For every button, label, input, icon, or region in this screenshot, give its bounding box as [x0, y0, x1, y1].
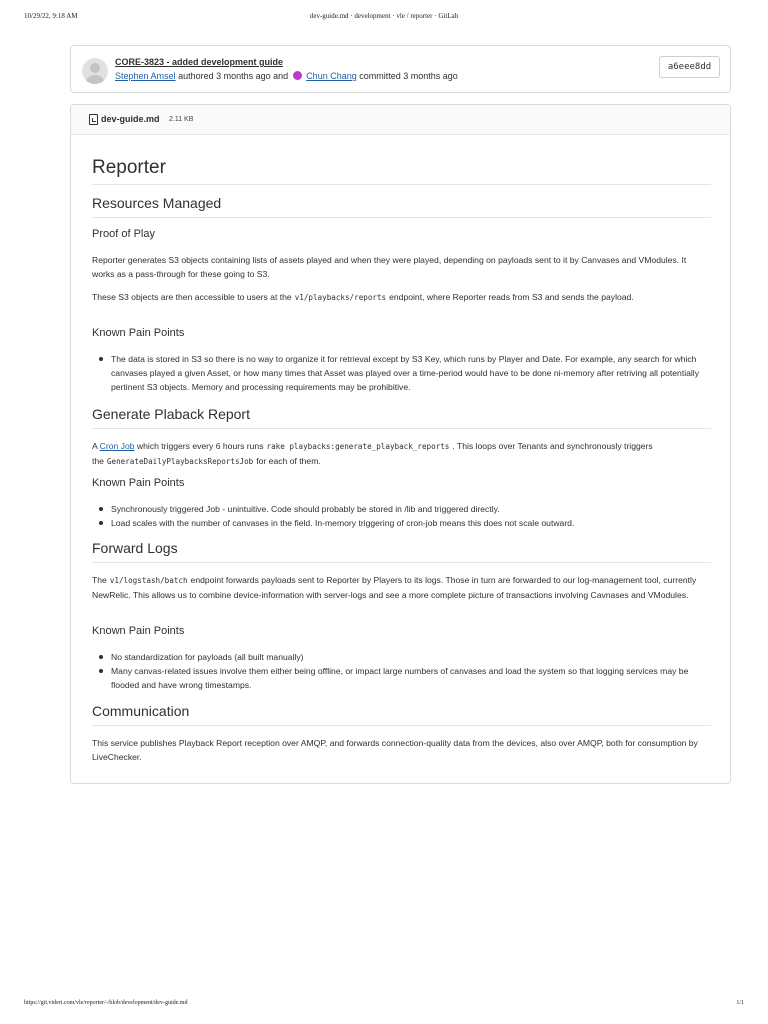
file-header: [71, 105, 730, 135]
pain-points-list: [92, 352, 711, 394]
print-url: https://git.videri.com/vle/reporter/-/blob/development/dev-guide.md: [24, 1000, 188, 1006]
heading-known-pain-points: Known Pain Points: [92, 625, 185, 637]
commit-sha-button[interactable]: a6eee8dd: [659, 56, 720, 78]
committer-link[interactable]: Chun Chang: [306, 71, 357, 81]
file-icon: [89, 114, 98, 125]
heading-proof-of-play: Proof of Play: [92, 228, 155, 240]
inline-code: rake playbacks:generate_playback_reports: [266, 442, 450, 451]
list-item: Load scales with the number of canvases in the field. In-memory triggering of cron-job means this does not scale outward.: [92, 516, 711, 530]
list-item: Many canvas-related issues involve them either being offline, or impact large numbers of canvases and load the system so that logging services may be flooded and have wrong timestamps.: [92, 664, 711, 692]
paragraph: These S3 objects are then accessible to users at the v1/playbacks/reports endpoint, where Reporter reads from S3 and sends the payload.: [92, 292, 634, 302]
print-page-title: dev-guide.md · development · vle / reporter · GitLab: [309, 12, 459, 20]
committed-text: committed 3 months ago: [359, 71, 458, 81]
print-datetime: 10/29/22, 9:18 AM: [24, 12, 78, 20]
inline-code: v1/playbacks/reports: [294, 293, 387, 302]
file-viewer: [70, 104, 731, 784]
cron-job-link[interactable]: Cron Job: [99, 441, 135, 451]
inline-code: v1/logstash/batch: [109, 576, 188, 585]
section-divider: [92, 562, 711, 563]
print-footer: [24, 1000, 744, 1010]
committer-avatar[interactable]: [293, 71, 302, 80]
heading-forward-logs: Forward Logs: [92, 540, 178, 556]
paragraph: A Cron Job which triggers every 6 hours runs rake playbacks:generate_playback_reports . This loops over Tenants and synchronously triggers the GenerateDailyPlaybacksReportsJob for each of them.: [92, 441, 653, 466]
list-item: No standardization for payloads (all built manually): [92, 650, 711, 664]
title-divider: [92, 184, 711, 185]
heading-resources-managed: Resources Managed: [92, 195, 222, 211]
inline-code: GenerateDailyPlaybacksReportsJob: [106, 457, 254, 466]
heading-known-pain-points: Known Pain Points: [92, 327, 185, 339]
commit-meta: [115, 71, 458, 81]
doc-title: Reporter: [92, 157, 166, 178]
paragraph: This service publishes Playback Report reception over AMQP, and forwards connection-quality data from the devices, also over AMQP, both for consumption by LiveChecker.: [92, 738, 698, 762]
paragraph: The v1/logstash/batch endpoint forwards payloads sent to Reporter by Players to its logs. Those in turn are forwarded to our log-management tool, currently NewRelic. This allows us to combine device-information with server-logs and see a more complete picture of transactions involving Cavnases and VModules.: [92, 575, 697, 600]
section-divider: [92, 217, 711, 218]
pain-points-list: [92, 650, 711, 692]
last-commit-card: [70, 45, 731, 93]
heading-generate-playback-report: Generate Plaback Report: [92, 406, 250, 422]
list-item: Synchronously triggered Job - unintuitive. Code should probably be stored in /lib and triggered directly.: [92, 502, 711, 516]
authored-text: authored 3 months ago and: [178, 71, 289, 81]
author-avatar[interactable]: [82, 58, 108, 84]
section-divider: [92, 428, 711, 429]
paragraph: Reporter generates S3 objects containing lists of assets played and when they were played, depending on payloads sent to it by Canvases and VModules. It works as a pass-through for these going to S3.: [92, 255, 687, 279]
author-link[interactable]: Stephen Amsel: [115, 71, 176, 81]
list-item: The data is stored in S3 so there is no way to organize it for retrieval except by S3 Key, which runs by Player and Date. For example, any search for which canvases played a given Asset, or how many times that Asset was played over a time-period would have to be done ni-memory after retriving all potentially pertinent S3 objects. Memory and processing requirements may be prohibitive.: [92, 352, 711, 394]
print-page-number: 1/1: [736, 1000, 744, 1006]
pain-points-list: [92, 502, 711, 530]
heading-known-pain-points: Known Pain Points: [92, 477, 185, 489]
heading-communication: Communication: [92, 703, 190, 719]
print-header: [24, 12, 744, 22]
file-name: dev-guide.md: [101, 114, 160, 124]
commit-title-link[interactable]: CORE-3823 - added development guide: [115, 57, 284, 67]
file-size: 2.11 KB: [169, 116, 194, 123]
section-divider: [92, 725, 711, 726]
